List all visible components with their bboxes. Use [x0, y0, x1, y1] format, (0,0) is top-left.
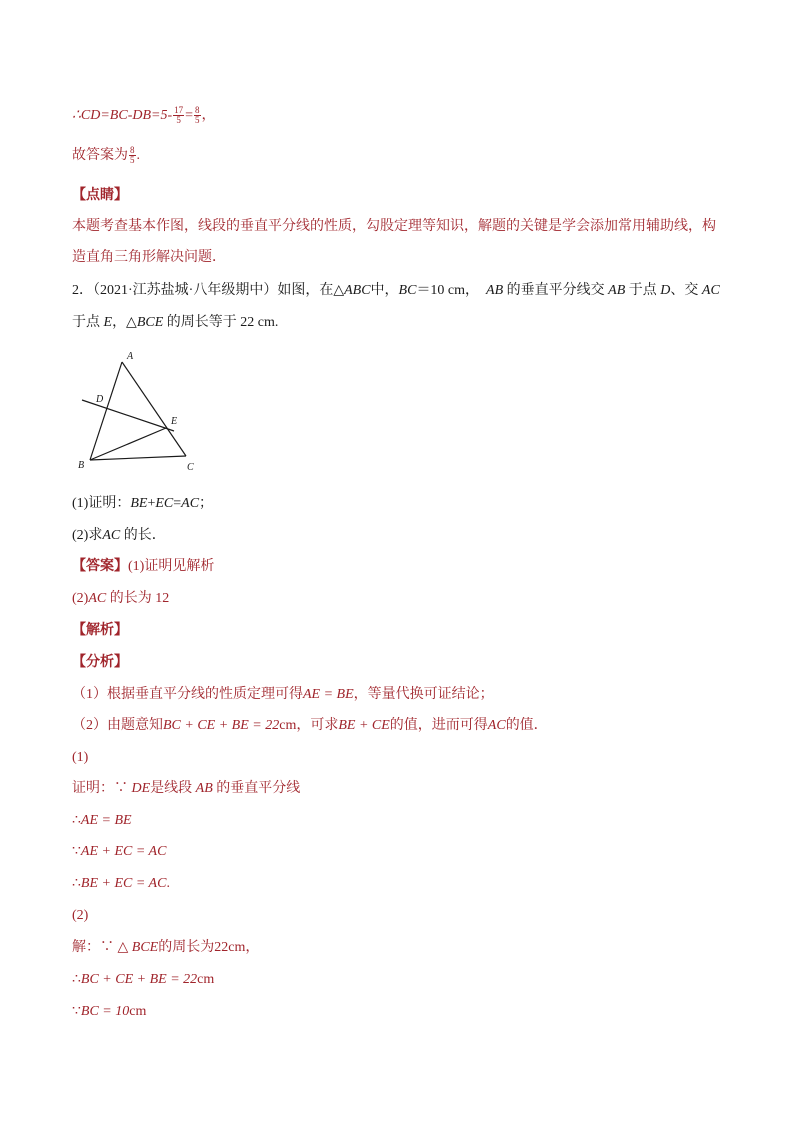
question-2-line-2: 于点 E，△BCE 的周长等于 22 cm. [72, 315, 279, 330]
label-b: B [78, 460, 85, 471]
solution-step-2: ∵BC = 10cm [72, 1004, 147, 1019]
segment-be [90, 428, 166, 460]
result-cd-line: ∴CD=BC-DB=5- $\frac{17}{5}$ = $\frac{8}{5}$ ， [72, 105, 216, 126]
fenxi-line-2: （2）由题意知BC + CE + BE = 22cm，可求BE + CE的值，进而可得AC的值． [72, 718, 548, 733]
solution-intro: 解：∵ △ BCE的周长为22cm， [72, 940, 260, 955]
proof-step-3: ∴BE + EC = AC. [72, 876, 170, 891]
label-d: D [96, 394, 104, 405]
fraction-17-5: $\frac{17}{5}$ [174, 105, 184, 126]
answer-line-1: 【答案】(1)证明见解析 [72, 559, 215, 574]
answer-line-2: (2)AC 的长为 12 [72, 591, 170, 606]
sub-question-2: (2)求AC 的长． [72, 528, 166, 543]
question-2-line-1: 2．（2021·江苏盐城·八年级期中）如图，在△ABC中，BC＝10 cm， AB 的垂直平分线交 AB 于点 D、交 AC [72, 283, 720, 298]
sub-question-1: (1)证明：BE+EC=AC； [72, 496, 214, 511]
proof-step-1: ∴AE = BE [72, 813, 132, 828]
dianjing-text-1: 本题考查基本作图，线段的垂直平分线的性质，勾股定理等知识，解题的关键是学会添加常用辅助线，构 [72, 219, 716, 234]
solution-step-1: ∴BC + CE + BE = 22cm [72, 972, 215, 987]
proof-intro: 证明：∵ DE是线段 AB 的垂直平分线 [72, 781, 301, 796]
fraction-answer: $\frac{8}{5}$ [130, 145, 135, 166]
dianjing-text-2: 造直角三角形解决问题． [72, 250, 226, 265]
jiexi-label: 【解析】 [72, 623, 128, 638]
triangle-diagram [72, 346, 212, 476]
part-1-label: (1) [72, 750, 89, 765]
part-2-label: (2) [72, 908, 89, 923]
fenxi-line-1: （1）根据垂直平分线的性质定理可得AE = BE，等量代换可证结论； [72, 687, 494, 702]
dianjing-label: 【点睛】 [72, 188, 128, 203]
fraction-8-5: $\frac{8}{5}$ [195, 105, 200, 126]
cd-expression: ∴CD=BC-DB=5- [72, 108, 173, 123]
label-a: A [127, 351, 134, 362]
answer-statement: 故答案为 $\frac{8}{5}$ . [72, 145, 140, 166]
segment-bc [90, 456, 186, 460]
answer-label: 【答案】 [72, 559, 128, 574]
label-c: C [187, 462, 194, 473]
proof-step-2: ∵AE + EC = AC [72, 844, 167, 859]
segment-ab [90, 362, 122, 460]
fenxi-label: 【分析】 [72, 655, 128, 670]
triangle-figure [72, 346, 212, 481]
label-e: E [171, 416, 178, 427]
